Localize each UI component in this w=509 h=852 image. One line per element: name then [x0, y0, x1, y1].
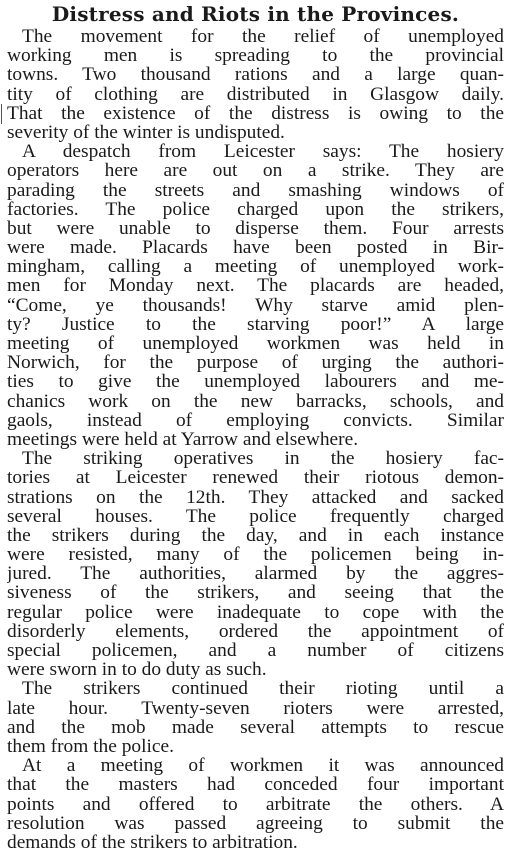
text-line: A despatch from Leicester says: The hosiery [22, 142, 504, 162]
text-line: demands of the strikers to arbitration. [7, 832, 298, 852]
text-line: chanics work on the new barracks, schools, and [7, 391, 504, 411]
article-headline: Distress and Riots in the Provinces. [51, 2, 460, 26]
text-line: mingham, calling a meeting of unemployed work- [7, 257, 504, 277]
text-line: and the mob made several attempts to rescue [7, 717, 504, 737]
text-line: factories. The police charged upon the strikers, [7, 199, 504, 219]
text-line: That the existence of the distress is owing to the [7, 103, 504, 123]
text-line: were made. Placards have been posted in Bir- [7, 238, 504, 258]
text-line: The strikers continued their rioting until a [22, 679, 504, 699]
text-line: The movement for the relief of unemployed [22, 27, 504, 47]
text-line: ties to give the unemployed labourers and me- [7, 372, 504, 392]
text-line: were sworn in to do duty as such. [7, 660, 267, 680]
text-line: tity of clothing are distributed in Glasgow daily. [7, 84, 504, 104]
article-paragraph [7, 27, 504, 142]
text-line: that the masters had conceded four important [7, 775, 504, 795]
article-paragraph [7, 756, 504, 852]
text-line: working men is spreading to the provincial [7, 46, 504, 66]
text-line: “Come, ye thousands! Why starve amid plen- [7, 295, 504, 315]
text-line: were resisted, many of the policemen being in- [7, 545, 504, 565]
text-line: The striking operatives in the hosiery fac- [22, 449, 504, 469]
text-line: jured. The authorities, alarmed by the aggres- [7, 564, 504, 584]
text-line: meeting of unemployed workmen was held in [7, 334, 504, 354]
text-line: parading the streets and smashing windows of [7, 180, 504, 200]
text-line: ty? Justice to the starving poor!” A large [7, 314, 504, 334]
text-line: siveness of the strikers, and seeing that the [7, 583, 504, 603]
text-line: meetings were held at Yarrow and elsewhere. [7, 429, 359, 450]
article-paragraph [7, 679, 504, 756]
text-line: the strikers during the day, and in each instance [7, 525, 504, 546]
text-line: strations on the 12th. They attacked and sacked [7, 487, 504, 507]
column-margin-rule [1, 104, 2, 124]
article-body [7, 27, 504, 852]
text-line: operators here are out on a strike. They are [7, 161, 504, 181]
text-line: late hour. Twenty-seven rioters were arrested, [7, 698, 504, 718]
text-line: severity of the winter is undisputed. [7, 122, 285, 143]
text-line: special policemen, and a number of citizens [7, 641, 504, 661]
text-line: towns. Two thousand rations and a large quan- [7, 65, 504, 85]
text-line: tories at Leicester renewed their riotous demon- [7, 468, 504, 488]
text-line: them from the police. [7, 736, 174, 757]
text-line: resolution was passed agreeing to submit the [7, 813, 504, 833]
text-line: regular police were inadequate to cope with the [7, 602, 504, 622]
text-line: men for Monday next. The placards are headed, [7, 276, 504, 296]
article-paragraph [7, 449, 504, 679]
text-line: Norwich, for the purpose of urging the authori- [7, 353, 504, 373]
text-line: At a meeting of workmen it was announced [22, 756, 504, 776]
text-line: disorderly elements, ordered the appointment of [7, 621, 504, 641]
text-line: but were unable to disperse them. Four arrests [7, 218, 504, 239]
article-paragraph [7, 142, 504, 449]
text-line: several houses. The police frequently charged [7, 506, 504, 526]
text-line: points and offered to arbitrate the others. A [7, 794, 504, 814]
text-line: gaols, instead of employing convicts. Similar [7, 410, 504, 430]
